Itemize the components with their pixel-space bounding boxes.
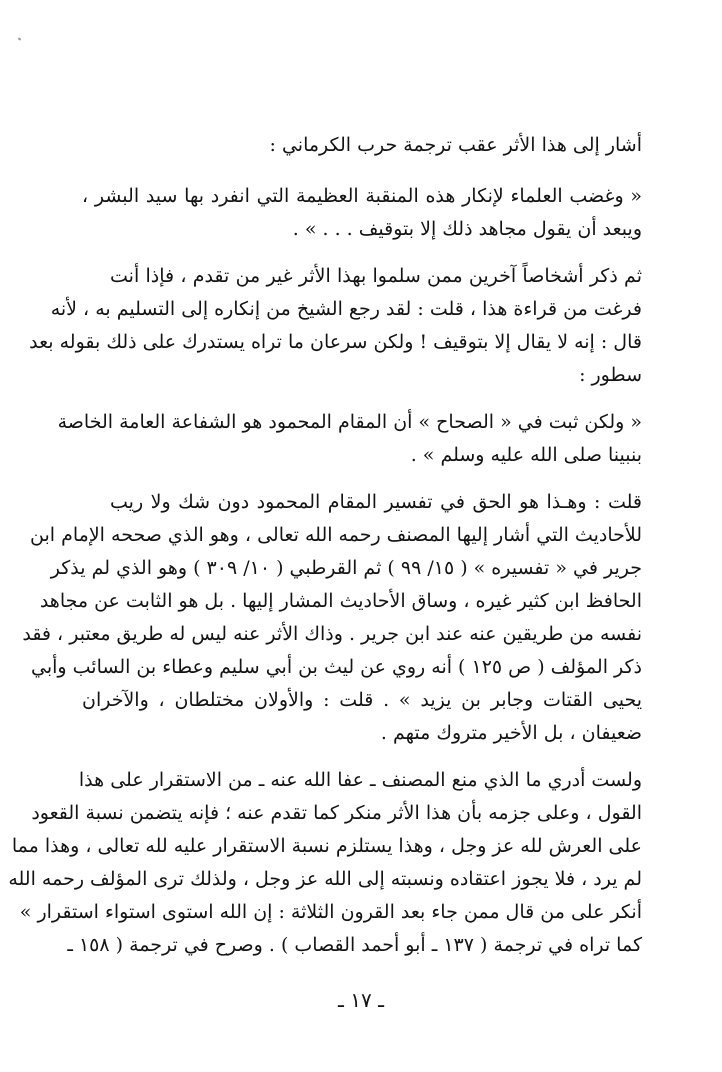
text-line: أشار إلى هذا الأثر عقب ترجمة حرب الكرماني : — [269, 134, 642, 156]
text-line: جرير في « تفسيره » ( ١٥/ ٩٩ ) ثم القرطبي ( ١٠/ ٣٠٩ ) وهو الذي لم يذكر — [50, 557, 642, 579]
text-line: فرغت من قراءة هذا ، قلت : لقد رجع الشيخ من إنكاره إلى التسليم به ، لأنه — [50, 298, 642, 320]
text-line: بنبينا صلى الله عليه وسلم » . — [410, 444, 642, 466]
text-line: ولست أدري ما الذي منع المصنف ـ عفا الله عنه ـ من الاستقرار على هذا — [78, 769, 642, 791]
text-line: ذكر المؤلف ( ص ١٢٥ ) أنه روي عن ليث بن أبي سليم وعطاء بن السائب وأبي — [31, 656, 642, 678]
text-line: قلت : وهـذا هو الحق في تفسير المقام المحمود دون شك ولا ريب — [110, 491, 642, 513]
text-line: كما تراه في ترجمة ( ١٣٧ ـ أبو أحمد القصاب ) . وصرح في ترجمة ( ١٥٨ ـ — [67, 934, 642, 956]
text-line: ويبعد أن يقول مجاهد ذلك إلا بتوقيف . . . » . — [292, 218, 642, 240]
text-line: الحافظ ابن كثير غيره ، وساق الأحاديث المشار إليها . بل هو الثابت عن مجاهد — [39, 590, 642, 612]
scan-speck — [18, 37, 22, 40]
text-line: للأحاديث التي أشار إليها المصنف رحمه الله تعالى ، وهو الذي صححه الإمام ابن — [30, 524, 642, 546]
text-line: القول ، وعلى جزمه بأن هذا الأثر منكر كما تقدم عنه ؛ فإنه يتضمن نسبة القعود — [31, 802, 642, 824]
text-line: لم يرد ، فلا يجوز اعتقاده ونسبته إلى الله عز وجل ، ولذلك ترى المؤلف رحمه الله — [8, 868, 642, 890]
text-line: قال : إنه لا يقال إلا بتوقيف ! ولكن سرعان ما تراه يستدرك على ذلك بقوله بعد — [29, 331, 642, 353]
text-line: يحيى القتات وجابر بن يزيد » . قلت : والأولان مختلطان ، والآخران — [82, 689, 642, 711]
text-line: ضعيفان ، بل الأخير متروك متهم . — [380, 722, 642, 744]
text-line: « وغضب العلماء لإنكار هذه المنقبة العظيمة التي انفرد بها سيد البشر ، — [82, 185, 642, 207]
text-line: « ولكن ثبت في « الصحاح » أن المقام المحمود هو الشفاعة العامة الخاصة — [57, 411, 642, 433]
text-line: أنكر على من قال ممن جاء بعد القرون الثلاثة : إن الله استوى استواء استقرار » — [19, 901, 642, 923]
text-line: ثم ذكر أشخاصاً آخرين ممن سلموا بهذا الأثر غير من تقدم ، فإذا أنت — [110, 265, 642, 287]
text-line: نفسه من طريقين عنه عند ابن جرير . وذاك الأثر عنه ليس له طريق معتبر ، فقد — [22, 623, 642, 645]
page-number: ـ ١٧ ـ — [338, 988, 384, 1012]
text-line: على العرش لله عز وجل ، وهذا يستلزم نسبة الاستقرار عليه لله تعالى ، وهذا مما — [11, 835, 642, 857]
text-line: سطور : — [579, 364, 642, 386]
